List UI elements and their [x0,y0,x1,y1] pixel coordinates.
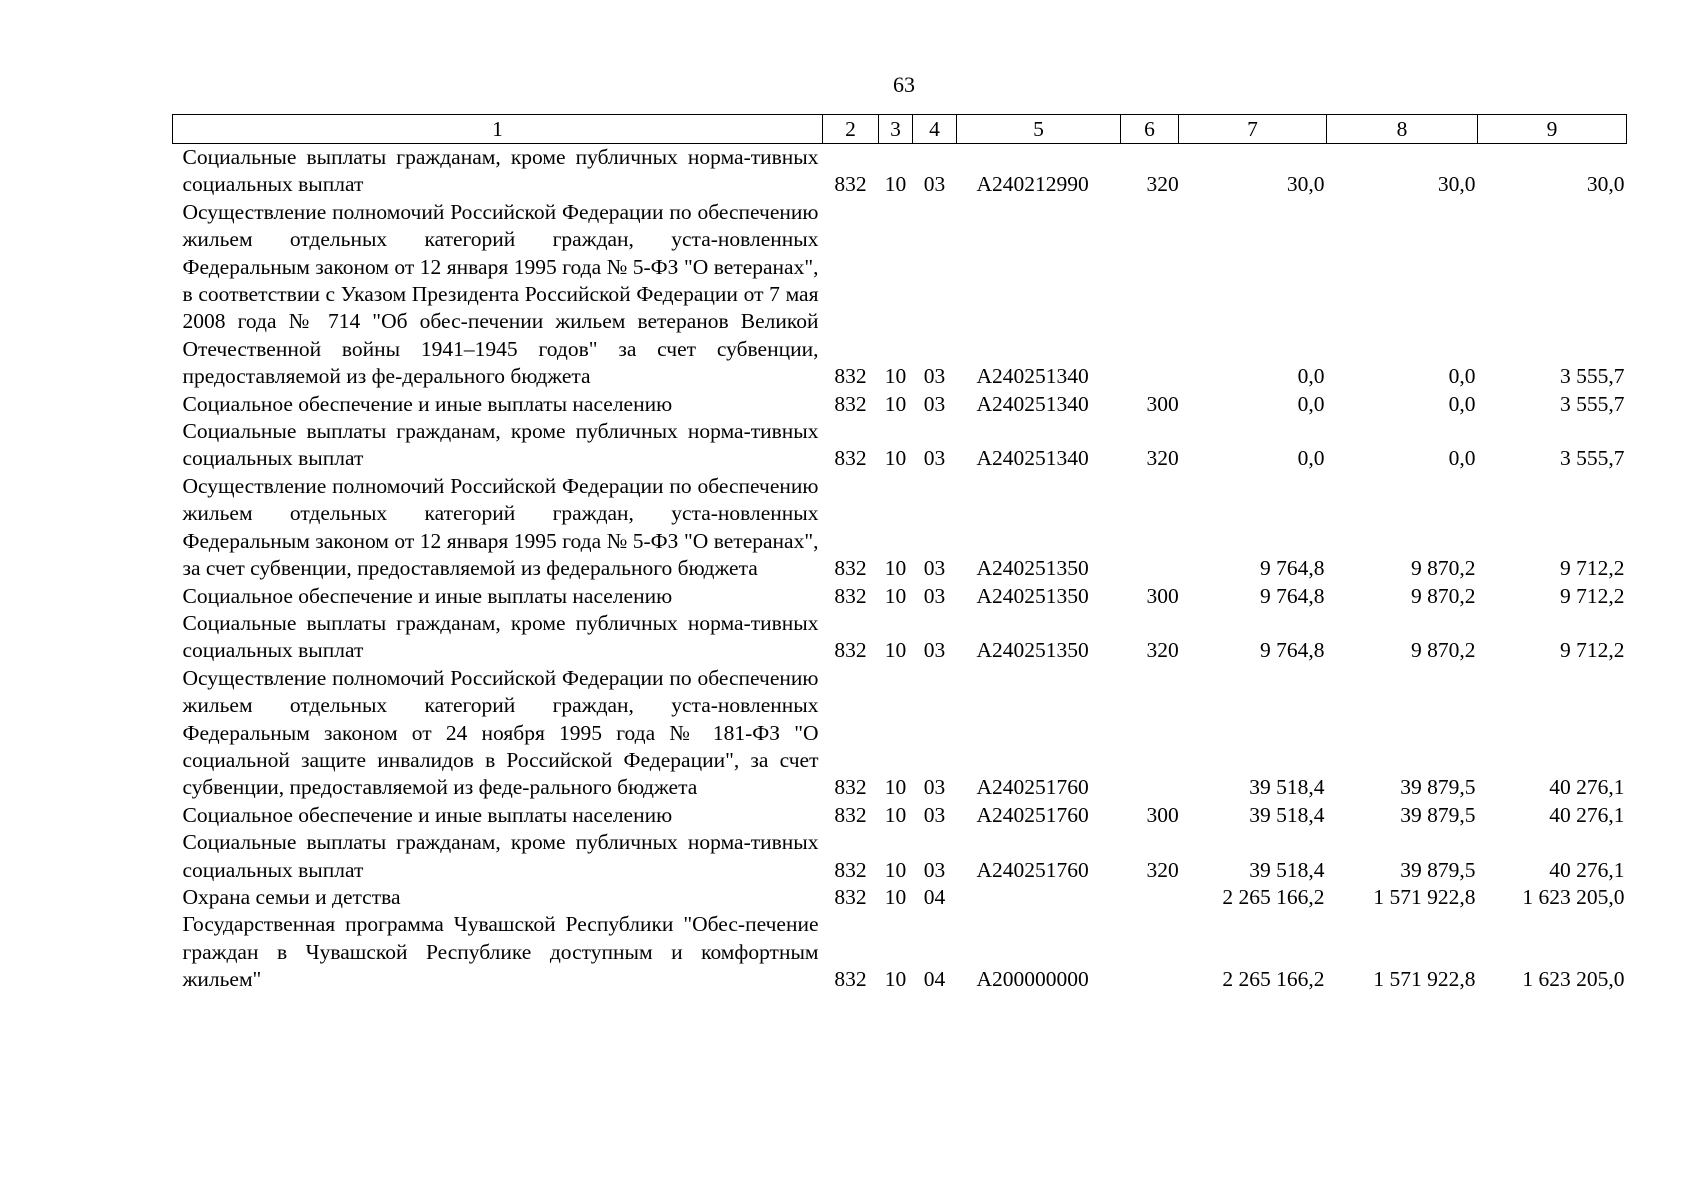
table-row [173,473,1627,583]
cell-year-2: 9 870,2 [1411,556,1476,581]
table-row [173,418,1627,473]
cell-year-2: 30,0 [1437,172,1476,197]
cell-ministry: 832 [834,364,867,389]
cell-section: 10 [884,556,907,581]
cell-year-1: 2 265 166,2 [1222,884,1325,909]
cell-subsection: 04 [923,884,946,909]
cell-subsection: 04 [923,967,946,992]
cell-expense-group: 300 [1146,583,1179,608]
page-number: 63 [893,72,915,97]
table-row [173,829,1627,884]
table-row [173,884,1627,911]
cell-name: Социальное обеспечение и иные выплаты населению [182,391,673,416]
cell-subsection: 03 [923,172,946,197]
cell-target-article: А240251760 [976,857,1089,882]
cell-target-article: А200000000 [976,967,1089,992]
cell-target-article: А240251340 [976,364,1089,389]
cell-expense-group: 320 [1146,638,1179,663]
cell-expense-group: 320 [1146,172,1179,197]
cell-name: Осуществление полномочий Российской Федерации по обеспечению жильем отдельных категорий граждан, уста-новленных Федеральным законом от 12 января 1995 года № 5-ФЗ "О ветеранах", в соответствии с Указом Президента Российской Федерации от 7 мая 2008 года № 714 "Об обес-печении жильем ветеранов Великой Отечественной войны 1941–1945 годов" за счет субвенции, предоставляемой из фе-дерального бюджета [182,199,819,389]
cell-year-1: 9 764,8 [1260,556,1325,581]
cell-year-3: 40 276,1 [1549,802,1625,827]
cell-year-1: 0,0 [1297,446,1325,471]
cell-subsection: 03 [923,556,946,581]
cell-ministry: 832 [834,967,867,992]
cell-year-3: 1 623 205,0 [1522,884,1625,909]
cell-expense-group [1121,473,1179,583]
cell-expense-group [1121,911,1179,993]
cell-ministry: 832 [834,556,867,581]
table-row [173,911,1627,993]
cell-year-1: 39 518,4 [1249,775,1325,800]
cell-ministry: 832 [834,446,867,471]
column-header-expense-group: 6 [1121,115,1179,144]
column-header-year-1: 7 [1179,115,1327,144]
cell-expense-group [1121,665,1179,802]
cell-year-1: 2 265 166,2 [1222,967,1325,992]
cell-name: Социальные выплаты гражданам, кроме публичных норма-тивных социальных выплат [182,145,819,197]
column-header-ministry: 2 [823,115,879,144]
cell-year-2: 0,0 [1448,364,1476,389]
cell-section: 10 [884,583,907,608]
cell-year-1: 39 518,4 [1249,857,1325,882]
cell-year-2: 39 879,5 [1400,775,1476,800]
cell-subsection: 03 [923,638,946,663]
cell-year-1: 30,0 [1286,172,1325,197]
cell-ministry: 832 [834,583,867,608]
table-row [173,583,1627,610]
cell-section: 10 [884,172,907,197]
cell-section: 10 [884,857,907,882]
cell-target-article: А240251350 [976,583,1089,608]
cell-ministry: 832 [834,857,867,882]
cell-ministry: 832 [834,172,867,197]
cell-year-3: 3 555,7 [1560,446,1625,471]
cell-name: Социальное обеспечение и иные выплаты населению [182,802,673,827]
cell-subsection: 03 [923,583,946,608]
cell-year-1: 0,0 [1297,364,1325,389]
cell-year-3: 30,0 [1586,172,1625,197]
cell-target-article: А240212990 [976,172,1089,197]
cell-expense-group: 300 [1146,391,1179,416]
cell-expense-group: 320 [1146,446,1179,471]
cell-name: Государственная программа Чувашской Республики "Обес-печение граждан в Чувашской Республике доступным и комфортным жильем" [182,912,819,992]
cell-expense-group [1121,884,1179,911]
cell-year-3: 3 555,7 [1560,391,1625,416]
cell-ministry: 832 [834,391,867,416]
cell-expense-group [1121,199,1179,391]
table-body [173,144,1627,994]
column-header-subsection: 4 [913,115,957,144]
cell-name: Социальные выплаты гражданам, кроме публичных норма-тивных социальных выплат [182,830,819,882]
cell-expense-group: 300 [1146,802,1179,827]
cell-year-3: 40 276,1 [1549,857,1625,882]
cell-name: Охрана семьи и детства [182,884,401,909]
table-row [173,391,1627,418]
cell-name: Осуществление полномочий Российской Федерации по обеспечению жильем отдельных категорий граждан, уста-новленных Федеральным законом от 24 ноября 1995 года № 181-ФЗ "О социальной защите инвалидов в Российской Федерации", за счет субвенции, предоставляемой из феде-рального бюджета [182,665,819,800]
cell-subsection: 03 [923,857,946,882]
cell-target-article: А240251350 [976,556,1089,581]
table-row [173,802,1627,829]
cell-target-article: А240251340 [976,391,1089,416]
cell-ministry: 832 [834,775,867,800]
cell-name: Осуществление полномочий Российской Федерации по обеспечению жильем отдельных категорий граждан, уста-новленных Федеральным законом от 12 января 1995 года № 5-ФЗ "О ветеранах", за счет субвенции, предоставляемой из федерального бюджета [182,473,819,581]
cell-year-2: 9 870,2 [1411,638,1476,663]
cell-section: 10 [884,884,907,909]
cell-section: 10 [884,802,907,827]
cell-year-1: 0,0 [1297,391,1325,416]
cell-expense-group: 320 [1146,857,1179,882]
cell-year-2: 1 571 922,8 [1373,967,1476,992]
cell-year-3: 9 712,2 [1560,583,1625,608]
cell-target-article: А240251350 [976,638,1089,663]
table-row [173,199,1627,391]
cell-ministry: 832 [834,802,867,827]
cell-target-article: А240251760 [976,802,1089,827]
cell-year-3: 1 623 205,0 [1522,967,1625,992]
cell-year-1: 9 764,8 [1260,638,1325,663]
cell-subsection: 03 [923,802,946,827]
cell-section: 10 [884,967,907,992]
cell-name: Социальное обеспечение и иные выплаты населению [182,583,673,608]
cell-target-article [957,884,1121,911]
cell-name: Социальные выплаты гражданам, кроме публичных норма-тивных социальных выплат [182,610,819,663]
cell-year-3: 3 555,7 [1560,364,1625,389]
cell-section: 10 [884,446,907,471]
cell-year-2: 0,0 [1448,391,1476,416]
cell-year-2: 39 879,5 [1400,857,1476,882]
cell-year-1: 39 518,4 [1249,802,1325,827]
cell-year-2: 0,0 [1448,446,1476,471]
column-header-year-2: 8 [1327,115,1478,144]
cell-year-2: 39 879,5 [1400,802,1476,827]
budget-table [172,114,1627,994]
column-header-year-3: 9 [1478,115,1627,144]
cell-ministry: 832 [834,638,867,663]
cell-section: 10 [884,364,907,389]
cell-year-3: 9 712,2 [1560,556,1625,581]
cell-section: 10 [884,391,907,416]
table-row [173,144,1627,199]
cell-subsection: 03 [923,391,946,416]
cell-target-article: А240251760 [976,775,1089,800]
cell-ministry: 832 [834,884,867,909]
cell-subsection: 03 [923,364,946,389]
cell-year-2: 9 870,2 [1411,583,1476,608]
cell-year-2: 1 571 922,8 [1373,884,1476,909]
cell-year-1: 9 764,8 [1260,583,1325,608]
column-header-name: 1 [173,115,823,144]
table-row [173,665,1627,802]
table-row [173,610,1627,665]
column-header-target-article: 5 [957,115,1121,144]
cell-subsection: 03 [923,775,946,800]
cell-year-3: 9 712,2 [1560,638,1625,663]
cell-section: 10 [884,638,907,663]
column-number-row [173,115,1627,144]
column-header-section: 3 [879,115,913,144]
cell-subsection: 03 [923,446,946,471]
cell-name: Социальные выплаты гражданам, кроме публичных норма-тивных социальных выплат [182,419,819,471]
cell-section: 10 [884,775,907,800]
cell-year-3: 40 276,1 [1549,775,1625,800]
cell-target-article: А240251340 [976,446,1089,471]
